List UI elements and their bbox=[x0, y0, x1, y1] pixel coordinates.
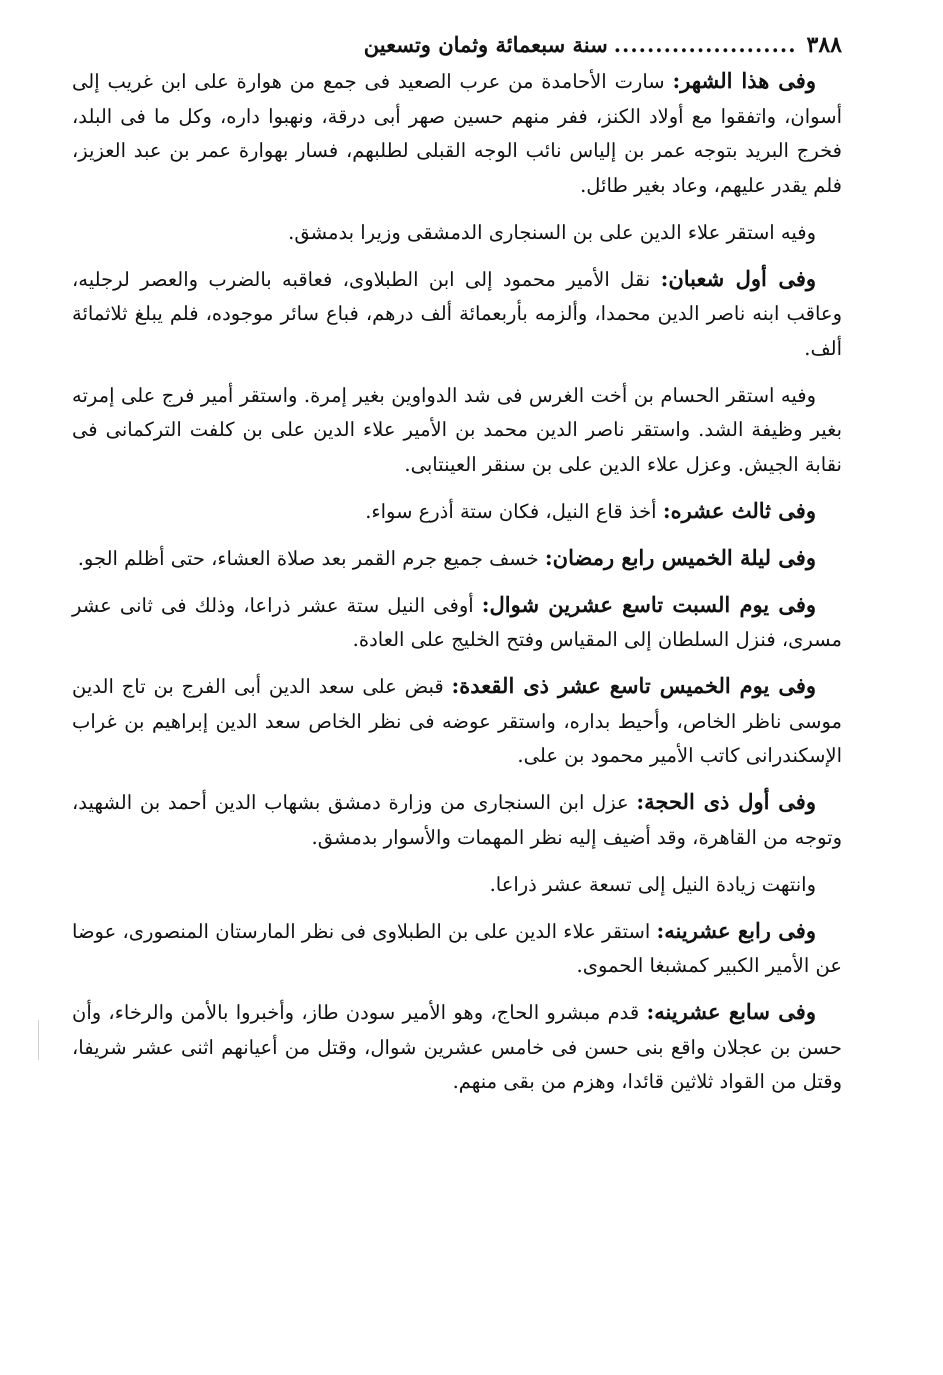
margin-scan-line bbox=[38, 1020, 39, 1060]
paragraph-8 bbox=[72, 669, 842, 774]
paragraph-lead: وفى سابع عشرينه: bbox=[646, 999, 816, 1024]
paragraph-1 bbox=[72, 64, 842, 203]
header-title: سنة سبعمائة وثمان وتسعين bbox=[363, 32, 608, 57]
running-header bbox=[72, 30, 842, 64]
paragraph-text: أوفى النيل ستة عشر ذراعا، وذلك فى ثانى عشر مسرى، فنزل السلطان إلى المقياس وفتح الخليج على العادة. bbox=[72, 593, 842, 651]
page-number: ٣٨٨ bbox=[806, 32, 842, 58]
paragraph-2 bbox=[72, 215, 842, 251]
paragraph-lead: وفى ليلة الخميس رابع رمضان: bbox=[544, 544, 816, 570]
paragraph-10 bbox=[72, 867, 842, 903]
paragraph-text: خسف جميع جرم القمر بعد صلاة العشاء، حتى أظلم الجو. bbox=[77, 546, 545, 570]
paragraph-lead: وفى ثالث عشره: bbox=[662, 497, 816, 523]
paragraph-lead: وفى يوم الخميس تاسع عشر ذى القعدة: bbox=[451, 673, 816, 698]
paragraph-4 bbox=[72, 378, 842, 483]
paragraph-lead: وفى أول ذى الحجة: bbox=[636, 789, 816, 814]
paragraph-text: قدم مبشرو الحاج، وهو الأمير سودن طاز، وأخبروا بالأمن والرخاء، وأن حسن بن عجلان واقع بنى حسن فى خامس عشرين شوال، وقتل من أعيانهم اثنى عشر شريفا، وقتل من القواد ثلاثين قائدا، وهزم من بقى منهم. bbox=[72, 1001, 842, 1093]
paragraph-12 bbox=[72, 995, 842, 1100]
paragraph-11 bbox=[72, 914, 842, 984]
book-page bbox=[72, 30, 842, 1111]
paragraph-lead: وفى رابع عشرينه: bbox=[656, 917, 816, 943]
paragraph-text: قبض على سعد الدين أبى الفرج بن تاج الدين موسى ناظر الخاص، وأحيط بداره، واستقر عوضه فى نظر الخاص سعد الدين إبراهيم بن غراب الإسكندرانى كاتب الأمير محمود بن على. bbox=[72, 675, 842, 767]
paragraph-7 bbox=[72, 588, 842, 658]
paragraph-lead: وفى أول شعبان: bbox=[660, 265, 816, 291]
paragraph-6 bbox=[72, 541, 842, 577]
paragraph-text: وفيه استقر علاء الدين على بن السنجارى الدمشقى وزيرا بدمشق. bbox=[288, 220, 816, 244]
paragraph-text: وفيه استقر الحسام بن أخت الغرس فى شد الدواوين بغير إمرة. واستقر أمير فرج على إمرته بغير وظيفة الشد. واستقر ناصر الدين محمد بن الأمير علاء الدين على بن كلفت التركمانى فى نقابة الجيش. وعزل علاء الدين على بن سنقر العينتابى. bbox=[72, 383, 842, 476]
paragraph-text: نقل الأمير محمود إلى ابن الطبلاوى، فعاقبه بالضرب والعصر لرجليه، وعاقب ابنه ناصر الدين محمدا، وألزمه بأربعمائة ألف درهم، فباع سائر موجوده، فلم يبلغ ثلاثمائة ألف. bbox=[72, 267, 842, 360]
paragraph-text: أخذ قاع النيل، فكان ستة أذرع سواء. bbox=[365, 499, 663, 523]
header-leader-dots: ...................... bbox=[613, 32, 797, 57]
body-text bbox=[72, 64, 842, 1100]
paragraph-9 bbox=[72, 785, 842, 855]
paragraph-text: عزل ابن السنجارى من وزارة دمشق بشهاب الدين أحمد بن الشهيد، وتوجه من القاهرة، وقد أضيف إليه نظر المهمات والأسوار بدمشق. bbox=[72, 791, 842, 849]
paragraph-5 bbox=[72, 494, 842, 530]
paragraph-lead: وفى يوم السبت تاسع عشرين شوال: bbox=[481, 591, 817, 617]
paragraph-text: سارت الأحامدة من عرب الصعيد فى جمع من هوارة على ابن غريب إلى أسوان، واتفقوا مع أولاد الكنز، ففر منهم حسين صهر أبى درقة، ونهبوا داره، وكل ما فى البلد، فخرج البريد بتوجه عمر بن إلياس نائب الوجه القبلى لطلبهم، فسار بهوارة عمر بن عبد العزيز، فلم يقدر عليهم، وعاد بغير طائل. bbox=[72, 70, 842, 197]
paragraph-3 bbox=[72, 262, 842, 367]
paragraph-text: وانتهت زيادة النيل إلى تسعة عشر ذراعا. bbox=[489, 872, 816, 896]
paragraph-text: استقر علاء الدين على بن الطبلاوى فى نظر المارستان المنصورى، عوضا عن الأمير الكبير كمشبغا الحموى. bbox=[72, 919, 842, 977]
paragraph-lead: وفى هذا الشهر: bbox=[672, 68, 816, 93]
